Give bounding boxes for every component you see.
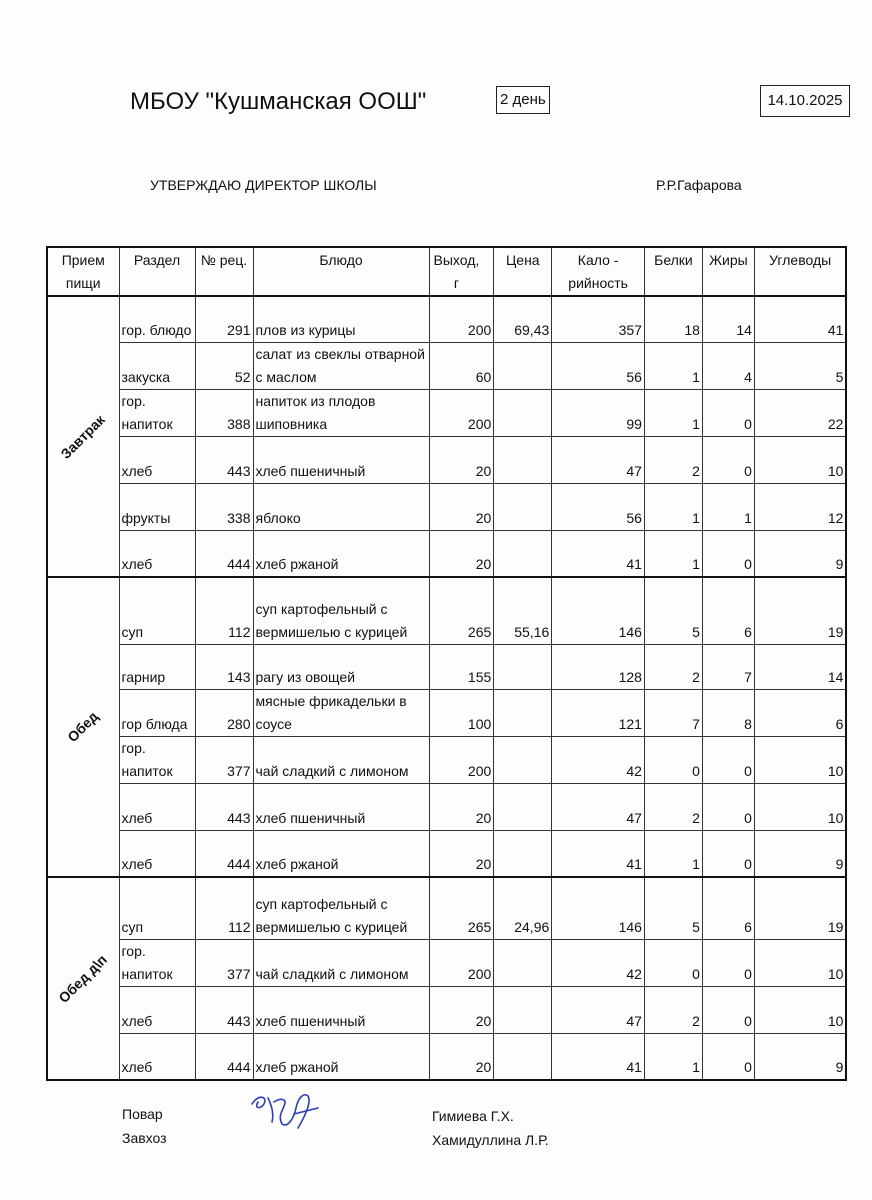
cell-price: 24,96: [494, 877, 552, 939]
cell-kcal: 56: [552, 483, 645, 530]
cell-yield: 60: [429, 342, 494, 389]
cell-recipe: 388: [195, 389, 253, 436]
cell-kcal: 99: [552, 389, 645, 436]
cell-kcal: 41: [552, 830, 645, 877]
table-row: [47, 530, 846, 577]
cell-yield: 200: [429, 389, 494, 436]
cell-carbs: 10: [754, 986, 846, 1033]
cell-dish: рагу из овощей: [253, 644, 429, 689]
cell-recipe: 443: [195, 783, 253, 830]
cell-fat: 14: [702, 296, 754, 342]
cell-fat: 6: [702, 577, 754, 644]
header-carbs: Углеводы: [754, 247, 846, 296]
cell-kcal: 47: [552, 783, 645, 830]
table-row: [47, 986, 846, 1033]
table-row: [47, 342, 846, 389]
cell-carbs: 10: [754, 736, 846, 783]
cell-protein: 1: [644, 342, 702, 389]
cell-kcal: 42: [552, 736, 645, 783]
cell-dish: яблоко: [253, 483, 429, 530]
cell-protein: 18: [644, 296, 702, 342]
cell-section: гарнир: [119, 644, 195, 689]
cell-carbs: 10: [754, 436, 846, 483]
cell-section: хлеб: [119, 436, 195, 483]
cell-price: 69,43: [494, 296, 552, 342]
cell-dish: чай сладкий с лимоном: [253, 939, 429, 986]
cell-section: гор. напиток: [119, 939, 195, 986]
day-box: 2 день: [496, 86, 550, 114]
cell-fat: 0: [702, 530, 754, 577]
cell-dish: хлеб пшеничный: [253, 986, 429, 1033]
cell-price: [494, 483, 552, 530]
cell-section: хлеб: [119, 830, 195, 877]
cell-dish: напиток из плодов шиповника: [253, 389, 429, 436]
cell-fat: 0: [702, 1033, 754, 1080]
cell-kcal: 42: [552, 939, 645, 986]
meal-label: Обед д\п: [55, 950, 111, 1006]
cell-section: гор. напиток: [119, 389, 195, 436]
cell-section: фрукты: [119, 483, 195, 530]
cell-yield: 20: [429, 1033, 494, 1080]
cell-price: 55,16: [494, 577, 552, 644]
cell-recipe: 52: [195, 342, 253, 389]
cell-kcal: 121: [552, 689, 645, 736]
cell-recipe: 444: [195, 830, 253, 877]
table-row: [47, 877, 846, 939]
cell-price: [494, 986, 552, 1033]
cell-fat: 0: [702, 436, 754, 483]
cell-carbs: 5: [754, 342, 846, 389]
cell-yield: 20: [429, 530, 494, 577]
cell-protein: 7: [644, 689, 702, 736]
cell-yield: 100: [429, 689, 494, 736]
header-fat: Жиры: [702, 247, 754, 296]
header-yield: Выход, г: [429, 247, 494, 296]
cell-protein: 1: [644, 530, 702, 577]
header-kcal: Кало - рийность: [552, 247, 645, 296]
cell-recipe: 338: [195, 483, 253, 530]
table-row: [47, 389, 846, 436]
cell-kcal: 47: [552, 986, 645, 1033]
cell-recipe: 444: [195, 530, 253, 577]
cell-fat: 1: [702, 483, 754, 530]
cell-yield: 155: [429, 644, 494, 689]
header-section: Раздел: [119, 247, 195, 296]
cell-fat: 8: [702, 689, 754, 736]
cell-protein: 2: [644, 986, 702, 1033]
table-row: [47, 783, 846, 830]
cell-dish: суп картофельный с вермишелью с курицей: [253, 577, 429, 644]
cell-kcal: 41: [552, 1033, 645, 1080]
cell-protein: 2: [644, 783, 702, 830]
cell-fat: 0: [702, 736, 754, 783]
cell-carbs: 9: [754, 830, 846, 877]
supply-name: Хамидуллина Л.Р.: [432, 1132, 549, 1148]
cell-kcal: 41: [552, 530, 645, 577]
cell-protein: 1: [644, 830, 702, 877]
cell-yield: 200: [429, 296, 494, 342]
school-title: МБОУ "Кушманская ООШ": [130, 88, 427, 115]
cell-fat: 0: [702, 939, 754, 986]
cell-protein: 5: [644, 577, 702, 644]
header-recipe: № рец.: [195, 247, 253, 296]
cell-protein: 5: [644, 877, 702, 939]
cell-section: хлеб: [119, 530, 195, 577]
cell-dish: мясные фрикадельки в соусе: [253, 689, 429, 736]
cell-recipe: 291: [195, 296, 253, 342]
cell-section: суп: [119, 577, 195, 644]
cook-signature: [244, 1088, 334, 1134]
cell-price: [494, 436, 552, 483]
cell-protein: 2: [644, 644, 702, 689]
cell-fat: 0: [702, 830, 754, 877]
cell-kcal: 47: [552, 436, 645, 483]
cell-price: [494, 939, 552, 986]
cell-yield: 265: [429, 877, 494, 939]
table-row: [47, 644, 846, 689]
cell-protein: 0: [644, 939, 702, 986]
cell-kcal: 357: [552, 296, 645, 342]
cell-recipe: 377: [195, 939, 253, 986]
cell-recipe: 143: [195, 644, 253, 689]
cell-dish: хлеб ржаной: [253, 530, 429, 577]
cell-yield: 200: [429, 736, 494, 783]
cell-section: суп: [119, 877, 195, 939]
table-row: [47, 577, 846, 644]
cell-section: хлеб: [119, 783, 195, 830]
cell-yield: 20: [429, 436, 494, 483]
cell-price: [494, 644, 552, 689]
cell-recipe: 112: [195, 577, 253, 644]
cell-price: [494, 830, 552, 877]
table-row: [47, 1033, 846, 1080]
meal-label: Обед: [64, 708, 102, 746]
header-meal: Прием пищи: [47, 247, 119, 296]
cell-carbs: 12: [754, 483, 846, 530]
table-row: [47, 830, 846, 877]
table-row: [47, 689, 846, 736]
cell-fat: 0: [702, 986, 754, 1033]
cell-dish: хлеб ржаной: [253, 830, 429, 877]
cell-section: хлеб: [119, 986, 195, 1033]
cell-carbs: 41: [754, 296, 846, 342]
header-dish: Блюдо: [253, 247, 429, 296]
cell-carbs: 10: [754, 783, 846, 830]
cell-section: хлеб: [119, 1033, 195, 1080]
cell-kcal: 56: [552, 342, 645, 389]
menu-table: [46, 246, 847, 1081]
header-row: [47, 247, 846, 296]
cook-name: Гимиева Г.Х.: [432, 1108, 514, 1124]
cell-carbs: 10: [754, 939, 846, 986]
cell-yield: 20: [429, 483, 494, 530]
cook-label: Повар: [122, 1106, 163, 1122]
table-row: [47, 483, 846, 530]
cell-fat: 4: [702, 342, 754, 389]
director-name: Р.Р.Гафарова: [656, 177, 742, 193]
table-row: [47, 939, 846, 986]
cell-recipe: 280: [195, 689, 253, 736]
cell-protein: 2: [644, 436, 702, 483]
cell-carbs: 14: [754, 644, 846, 689]
cell-dish: хлеб пшеничный: [253, 783, 429, 830]
header-protein: Белки: [644, 247, 702, 296]
cell-carbs: 9: [754, 1033, 846, 1080]
cell-recipe: 444: [195, 1033, 253, 1080]
cell-fat: 0: [702, 389, 754, 436]
cell-carbs: 6: [754, 689, 846, 736]
supply-label: Завхоз: [122, 1130, 167, 1146]
table-row: [47, 296, 846, 342]
meal-cell: [47, 577, 119, 877]
cell-carbs: 19: [754, 577, 846, 644]
header-price: Цена: [494, 247, 552, 296]
meal-cell: [47, 877, 119, 1080]
meal-label: Завтрак: [57, 410, 109, 462]
cell-price: [494, 342, 552, 389]
cell-carbs: 19: [754, 877, 846, 939]
meal-cell: [47, 296, 119, 577]
cell-recipe: 443: [195, 436, 253, 483]
cell-section: закуска: [119, 342, 195, 389]
cell-dish: хлеб пшеничный: [253, 436, 429, 483]
cell-yield: 20: [429, 783, 494, 830]
cell-fat: 0: [702, 783, 754, 830]
cell-price: [494, 689, 552, 736]
cell-protein: 0: [644, 736, 702, 783]
cell-price: [494, 530, 552, 577]
cell-yield: 200: [429, 939, 494, 986]
cell-carbs: 22: [754, 389, 846, 436]
cell-kcal: 146: [552, 877, 645, 939]
cell-recipe: 377: [195, 736, 253, 783]
cell-section: гор блюда: [119, 689, 195, 736]
table-row: [47, 436, 846, 483]
cell-section: гор. напиток: [119, 736, 195, 783]
cell-dish: плов из курицы: [253, 296, 429, 342]
cell-dish: суп картофельный с вермишелью с курицей: [253, 877, 429, 939]
cell-price: [494, 389, 552, 436]
cell-price: [494, 736, 552, 783]
table-row: [47, 736, 846, 783]
cell-price: [494, 1033, 552, 1080]
cell-protein: 1: [644, 1033, 702, 1080]
approve-caption: УТВЕРЖДАЮ ДИРЕКТОР ШКОЛЫ: [150, 177, 377, 193]
cell-recipe: 443: [195, 986, 253, 1033]
cell-kcal: 128: [552, 644, 645, 689]
cell-protein: 1: [644, 483, 702, 530]
cell-fat: 6: [702, 877, 754, 939]
cell-fat: 7: [702, 644, 754, 689]
cell-protein: 1: [644, 389, 702, 436]
cell-dish: чай сладкий с лимоном: [253, 736, 429, 783]
cell-section: гор. блюдо: [119, 296, 195, 342]
cell-carbs: 9: [754, 530, 846, 577]
date-box: 14.10.2025: [760, 85, 850, 117]
cell-yield: 20: [429, 986, 494, 1033]
cell-dish: салат из свеклы отварной с маслом: [253, 342, 429, 389]
cell-yield: 265: [429, 577, 494, 644]
cell-recipe: 112: [195, 877, 253, 939]
cell-dish: хлеб ржаной: [253, 1033, 429, 1080]
cell-price: [494, 783, 552, 830]
cell-yield: 20: [429, 830, 494, 877]
cell-kcal: 146: [552, 577, 645, 644]
